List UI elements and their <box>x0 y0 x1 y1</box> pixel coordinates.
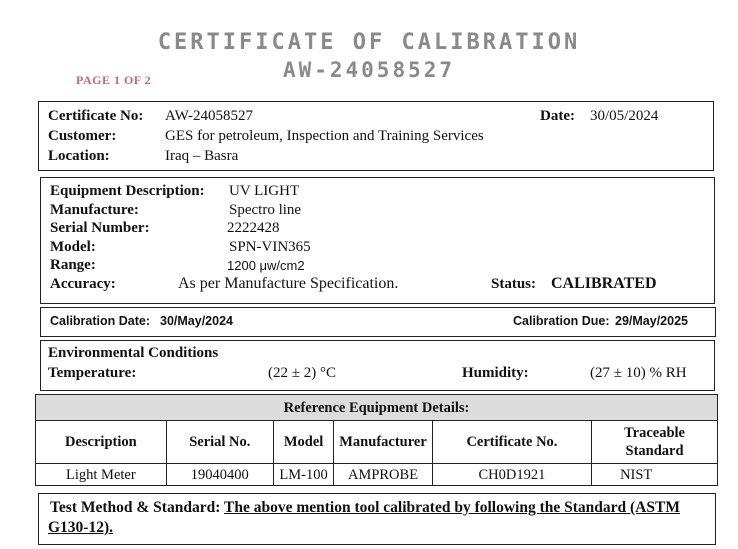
manufacture-value: Spectro line <box>229 202 302 218</box>
certificate-number-title: AW-24058527 <box>282 58 456 82</box>
humidity-label: Humidity: <box>462 365 529 381</box>
page-indicator: PAGE 1 OF 2 <box>76 73 152 87</box>
table-row <box>36 464 718 486</box>
calibration-date-label: Calibration Date: <box>50 314 151 328</box>
model-value: SPN-VIN365 <box>229 239 311 255</box>
table-header-row <box>36 421 718 464</box>
column-header-manufacturer: Manufacturer <box>334 421 433 464</box>
environment-heading: Environmental Conditions <box>48 345 219 361</box>
temperature-value: (22 ± 2) °C <box>268 365 336 381</box>
equipment-description-value: UV LIGHT <box>229 183 300 199</box>
test-method-label: Test Method & Standard: <box>50 499 221 516</box>
accuracy-label: Accuracy: <box>50 276 116 292</box>
calibration-due-label: Calibration Due: <box>513 314 610 328</box>
certificate-title: CERTIFICATE OF CALIBRATION <box>157 30 581 55</box>
accuracy-value: As per Manufacture Specification. <box>178 275 399 292</box>
location-label: Location: <box>48 148 110 164</box>
column-header-certificate: Certificate No. <box>432 421 591 464</box>
table-heading-row <box>36 395 718 421</box>
calibration-date-value: 30/May/2024 <box>160 314 233 328</box>
column-header-serial: Serial No. <box>166 421 273 464</box>
date-value: 30/05/2024 <box>590 108 659 124</box>
reference-equipment-table <box>35 394 718 486</box>
serial-number-value: 2222428 <box>227 220 280 236</box>
customer-label: Customer: <box>48 128 117 144</box>
status-value: CALIBRATED <box>551 275 657 292</box>
equipment-description-label: Equipment Description: <box>50 183 205 199</box>
model-label: Model: <box>50 239 96 255</box>
cell-certificate: CH0D1921 <box>432 464 591 486</box>
calibration-due-value: 29/May/2025 <box>615 314 688 328</box>
column-header-traceable: Traceable Standard <box>592 421 718 464</box>
test-method-text <box>48 498 708 538</box>
humidity-value: (27 ± 10) % RH <box>590 365 687 381</box>
temperature-label: Temperature: <box>48 365 137 381</box>
manufacture-label: Manufacture: <box>50 202 139 218</box>
reference-heading: Reference Equipment Details: <box>36 395 718 421</box>
location-value: Iraq – Basra <box>165 148 239 164</box>
status-label: Status: <box>491 276 537 292</box>
column-header-description: Description <box>36 421 167 464</box>
column-header-model: Model <box>273 421 333 464</box>
customer-value: GES for petroleum, Inspection and Training Services <box>165 128 484 144</box>
certificate-no-label: Certificate No: <box>48 108 144 124</box>
range-label: Range: <box>50 257 96 273</box>
cell-description: Light Meter <box>36 464 167 486</box>
cell-manufacturer: AMPROBE <box>334 464 433 486</box>
date-label: Date: <box>540 108 575 124</box>
certificate-no-value: AW-24058527 <box>165 108 253 124</box>
test-method-value: The above mention tool calibrated by following the Standard (ASTM G130-12). <box>48 499 680 536</box>
cell-traceable: NIST <box>592 464 718 486</box>
serial-number-label: Serial Number: <box>50 220 150 236</box>
cell-model: LM-100 <box>273 464 333 486</box>
range-value: 1200 μw/cm2 <box>227 258 305 273</box>
cell-serial: 19040400 <box>166 464 273 486</box>
